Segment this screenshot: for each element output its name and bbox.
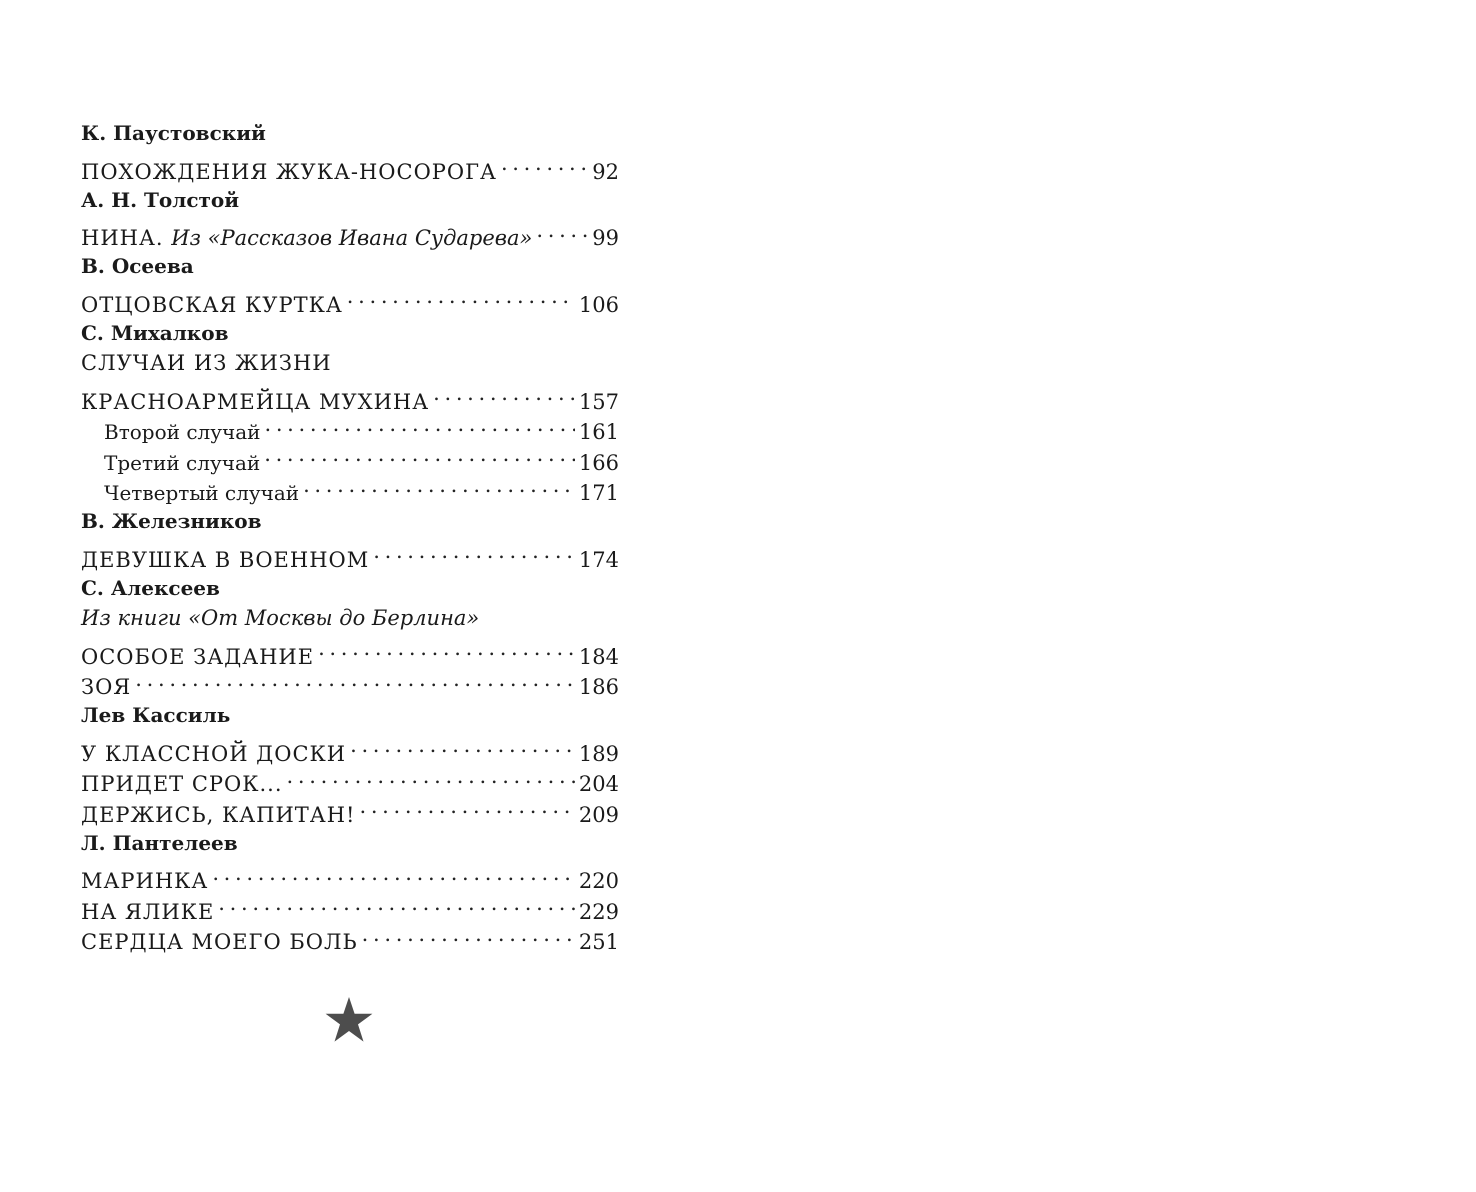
star-shape [326, 997, 373, 1042]
author-name: С. Алексеев [81, 575, 220, 600]
toc-entry[interactable] [81, 281, 619, 317]
entry-title: Третий случай [104, 450, 261, 475]
page-number: 189 [578, 741, 619, 766]
page-number: 174 [578, 547, 619, 572]
entry-title: КРАСНОАРМЕЙЦА МУХИНА [81, 389, 430, 414]
toc-entry[interactable] [81, 378, 619, 414]
toc-entry[interactable] [81, 730, 619, 766]
author-name: Л. Пантелеев [81, 830, 238, 855]
table-of-contents [81, 118, 619, 954]
dot-leader [347, 281, 575, 312]
dot-leader [362, 919, 575, 950]
star-icon [324, 995, 374, 1045]
dot-leader [264, 409, 574, 440]
dot-leader [218, 888, 575, 919]
dot-leader [303, 470, 575, 501]
dot-leader [536, 215, 588, 246]
entry-title: СЕРДЦА МОЕГО БОЛЬ [81, 930, 358, 954]
dot-leader [501, 148, 588, 179]
toc-entry[interactable] [81, 633, 619, 669]
entry-title: ДЕРЖИСЬ, КАПИТАН! [81, 802, 356, 827]
page-number: 161 [578, 420, 619, 444]
dot-leader [433, 378, 575, 409]
author-name: К. Паустовский [81, 121, 266, 145]
author-name: В. Осеева [81, 254, 194, 278]
entry-title: ПРИДЕТ СРОК... [81, 772, 283, 796]
dot-leader [359, 791, 574, 822]
dot-leader [373, 536, 575, 567]
page-number: 106 [578, 292, 619, 317]
page-number: 229 [578, 899, 619, 924]
entry-title: Второй случай [104, 420, 261, 444]
entry-title [81, 223, 532, 254]
author-name: В. Железников [81, 509, 262, 533]
page-number: 99 [592, 226, 619, 250]
toc-entry[interactable] [81, 536, 619, 572]
entry-title: НА ЯЛИКЕ [81, 899, 215, 924]
page-number: 92 [592, 159, 619, 184]
author-name: Лев Кассиль [81, 703, 231, 727]
entry-title-main: НИНА. [81, 226, 164, 250]
entry-title: ПОХОЖДЕНИЯ ЖУКА-НОСОРОГА [81, 159, 497, 184]
entry-title: ОСОБОЕ ЗАДАНИЕ [81, 644, 315, 669]
dot-leader [212, 858, 575, 889]
entry-title-source: Из «Рассказов Ивана Сударева» [171, 226, 533, 250]
page-number: 204 [578, 772, 619, 796]
dot-leader [318, 633, 575, 664]
page-number: 220 [578, 869, 619, 893]
entry-title: ОТЦОВСКАЯ КУРТКА [81, 292, 343, 317]
author-name: А. Н. Толстой [81, 187, 240, 212]
toc-entry[interactable] [81, 858, 619, 893]
entry-title-first-line: СЛУЧАИ ИЗ ЖИЗНИ [81, 350, 332, 375]
source-note: Из книги «От Москвы до Берлина» [81, 605, 480, 630]
toc-entry[interactable] [81, 664, 619, 699]
entry-title: ДЕВУШКА В ВОЕННОМ [81, 547, 370, 572]
toc-entry[interactable] [81, 148, 619, 184]
page-number: 184 [578, 644, 619, 669]
entry-title: МАРИНКА [81, 869, 209, 893]
entry-title: ЗОЯ [81, 675, 132, 699]
dot-leader [264, 439, 575, 470]
dot-leader [135, 664, 575, 695]
dot-leader [287, 761, 575, 792]
entry-title: У КЛАССНОЙ ДОСКИ [81, 741, 347, 766]
page-number: 186 [578, 675, 619, 699]
page-number: 166 [578, 450, 619, 475]
page-number: 157 [578, 389, 619, 414]
page-number: 209 [578, 802, 619, 827]
dot-leader [350, 730, 575, 761]
author-name: С. Михалков [81, 320, 229, 345]
page-number: 251 [578, 930, 619, 954]
entry-title: Четвертый случай [104, 481, 300, 505]
toc-entry[interactable] [81, 215, 619, 250]
page-number: 171 [578, 481, 619, 505]
